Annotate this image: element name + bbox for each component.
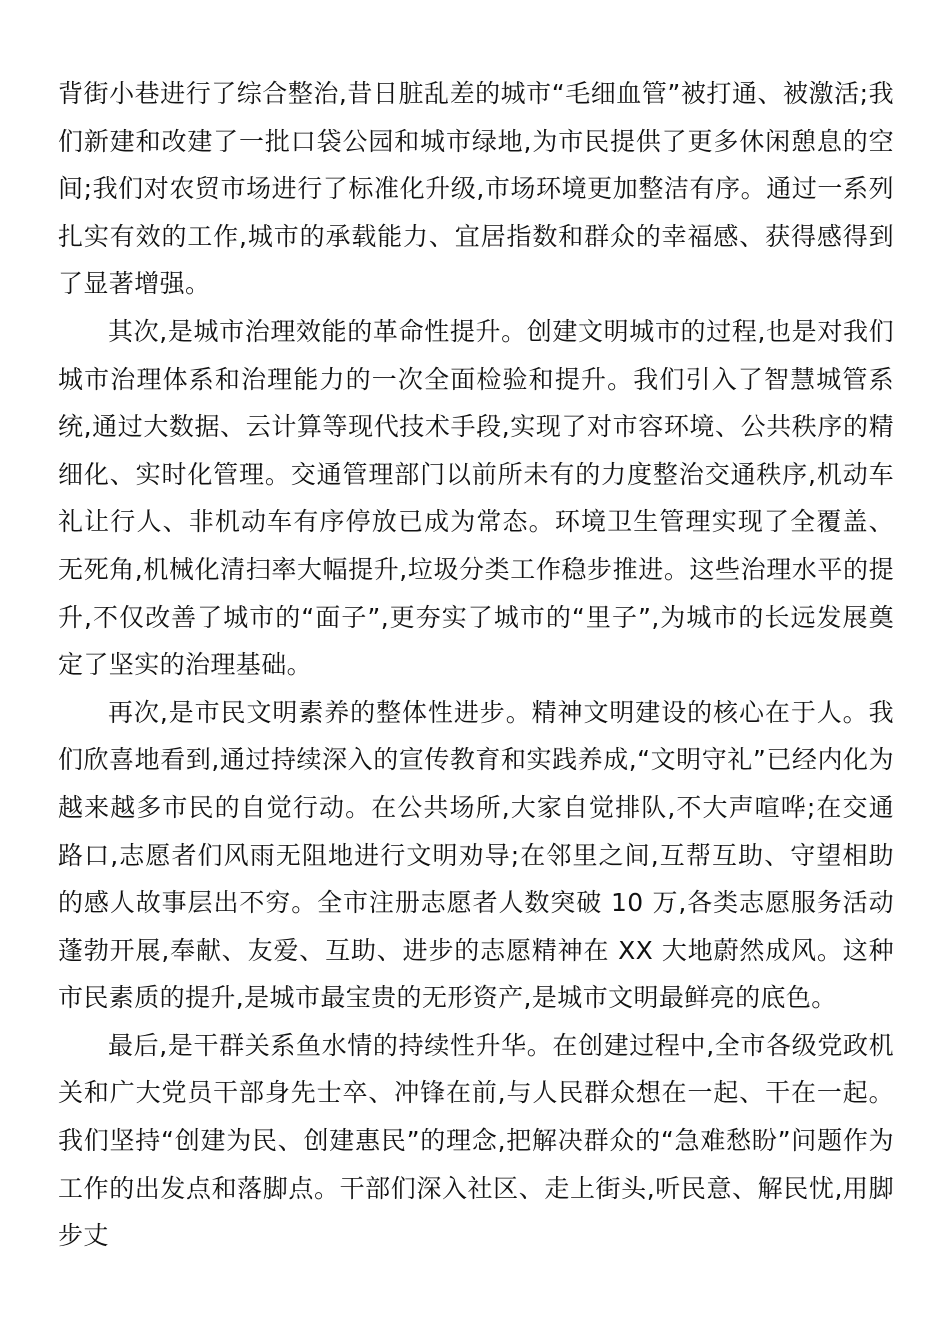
paragraph-civic-literacy: 再次,是市民文明素养的整体性进步。精神文明建设的核心在于人。我们欣喜地看到,通过持续深入的宣传教育和实践养成,“文明守礼”已经内化为越来越多市民的自觉行动。在公共场所,大家自觉排队,不大声喧哗;在交通路口,志愿者们风雨无阻地进行文明劝导;在邻里之间,互帮互助、守望相助的感人故事层出不穷。全市注册志愿者人数突破 10 万,各类志愿服务活动蓬勃开展,奉献、友爱、互助、进步的志愿精神在 XX 大地蔚然成风。这种市民素质的提升,是城市最宝贵的无形资产,是城市文明最鲜亮的底色。 xyxy=(58,697,894,1013)
document-page xyxy=(58,70,894,1260)
paragraph-governance-efficiency: 其次,是城市治理效能的革命性提升。创建文明城市的过程,也是对我们城市治理体系和治理能力的一次全面检验和提升。我们引入了智慧城管系统,通过大数据、云计算等现代技术手段,实现了对市容环境、公共秩序的精细化、实时化管理。交通管理部门以前所未有的力度整治交通秩序,机动车礼让行人、非机动车有序停放已成为常态。环境卫生管理实现了全覆盖、无死角,机械化清扫率大幅提升,垃圾分类工作稳步推进。这些治理水平的提升,不仅改善了城市的“面子”,更夯实了城市的“里子”,为城市的长远发展奠定了坚实的治理基础。 xyxy=(58,316,894,680)
paragraph-continuation: 背街小巷进行了综合整治,昔日脏乱差的城市“毛细血管”被打通、被激活;我们新建和改建了一批口袋公园和城市绿地,为市民提供了更多休闲憩息的空间;我们对农贸市场进行了标准化升级,市场环境更加整洁有序。通过一系列扎实有效的工作,城市的承载能力、宜居指数和群众的幸福感、获得感得到了显著增强。 xyxy=(58,79,894,299)
paragraph-cadre-relations: 最后,是干群关系鱼水情的持续性升华。在创建过程中,全市各级党政机关和广大党员干部身先士卒、冲锋在前,与人民群众想在一起、干在一起。我们坚持“创建为民、创建惠民”的理念,把解决群众的“急难愁盼”问题作为工作的出发点和落脚点。干部们深入社区、走上街头,听民意、解民忧,用脚步丈 xyxy=(58,1030,894,1251)
